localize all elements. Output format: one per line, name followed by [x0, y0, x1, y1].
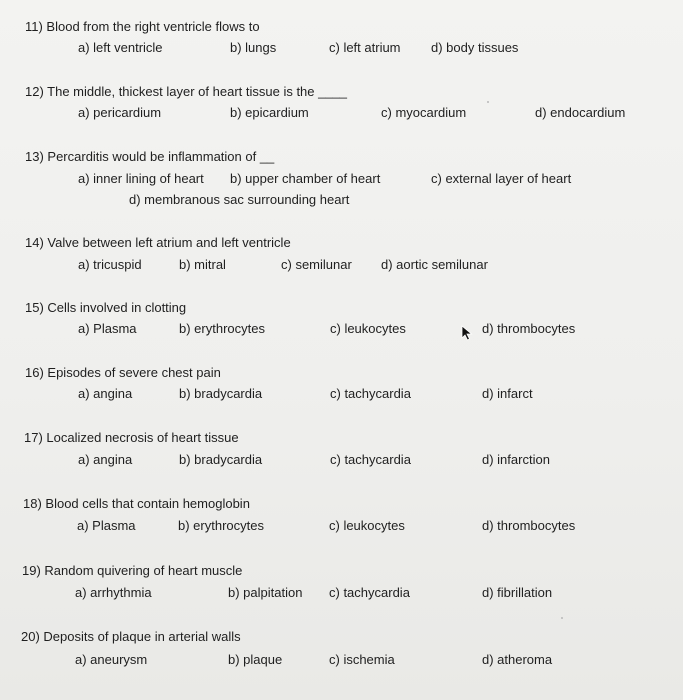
- option-c: c) external layer of heart: [431, 171, 572, 186]
- option-a: a) inner lining of heart: [78, 171, 204, 186]
- option-c: c) leukocytes: [330, 321, 406, 336]
- option-a: a) Plasma: [77, 518, 136, 533]
- option-a: a) angina: [78, 386, 133, 401]
- option-a: a) left ventricle: [78, 40, 163, 55]
- option-a: a) tricuspid: [78, 257, 142, 272]
- question-text: 14) Valve between left atrium and left ventricle: [25, 235, 291, 250]
- question-text: 15) Cells involved in clotting: [25, 300, 187, 315]
- question-text: 20) Deposits of plaque in arterial walls: [21, 629, 241, 644]
- option-c: c) leukocytes: [329, 518, 405, 533]
- option-c: c) tachycardia: [330, 452, 411, 467]
- option-d: d) aortic semilunar: [381, 257, 488, 272]
- option-d: d) membranous sac surrounding heart: [129, 192, 350, 207]
- option-a: a) Plasma: [78, 321, 137, 336]
- option-b: b) upper chamber of heart: [230, 171, 381, 186]
- question-text: 17) Localized necrosis of heart tissue: [24, 430, 239, 445]
- option-b: b) mitral: [179, 257, 226, 272]
- option-b: b) bradycardia: [179, 452, 263, 467]
- speck: [487, 101, 489, 103]
- question-text: 19) Random quivering of heart muscle: [22, 563, 243, 578]
- option-d: d) thrombocytes: [482, 518, 576, 533]
- option-d: d) fibrillation: [482, 585, 553, 600]
- option-b: b) erythrocytes: [178, 518, 264, 533]
- question-text: 18) Blood cells that contain hemoglobin: [23, 496, 250, 511]
- option-d: d) thrombocytes: [482, 321, 576, 336]
- option-c: c) myocardium: [381, 105, 467, 120]
- option-d: d) endocardium: [535, 105, 626, 120]
- option-d: d) infarct: [482, 386, 533, 401]
- option-c: c) ischemia: [329, 652, 395, 667]
- option-b: b) epicardium: [230, 105, 309, 120]
- option-b: b) palpitation: [228, 585, 303, 600]
- question-text: 13) Percarditis would be inflammation of __: [25, 149, 275, 164]
- option-c: c) left atrium: [329, 40, 401, 55]
- mouse-pointer-icon: [461, 325, 473, 341]
- option-b: b) lungs: [230, 40, 277, 55]
- option-a: a) aneurysm: [75, 652, 148, 667]
- option-b: b) bradycardia: [179, 386, 263, 401]
- option-c: c) tachycardia: [329, 585, 410, 600]
- option-a: a) pericardium: [78, 105, 162, 120]
- option-a: a) arrhythmia: [75, 585, 152, 600]
- option-d: d) infarction: [482, 452, 550, 467]
- question-text: 11) Blood from the right ventricle flows to: [25, 19, 260, 34]
- option-b: b) plaque: [228, 652, 283, 667]
- question-text: 16) Episodes of severe chest pain: [25, 365, 221, 380]
- option-d: d) atheroma: [482, 652, 553, 667]
- option-c: c) tachycardia: [330, 386, 411, 401]
- option-d: d) body tissues: [431, 40, 519, 55]
- option-a: a) angina: [78, 452, 133, 467]
- question-text: 12) The middle, thickest layer of heart tissue is the ____: [25, 84, 348, 99]
- option-b: b) erythrocytes: [179, 321, 265, 336]
- speck: [561, 617, 563, 619]
- option-c: c) semilunar: [281, 257, 352, 272]
